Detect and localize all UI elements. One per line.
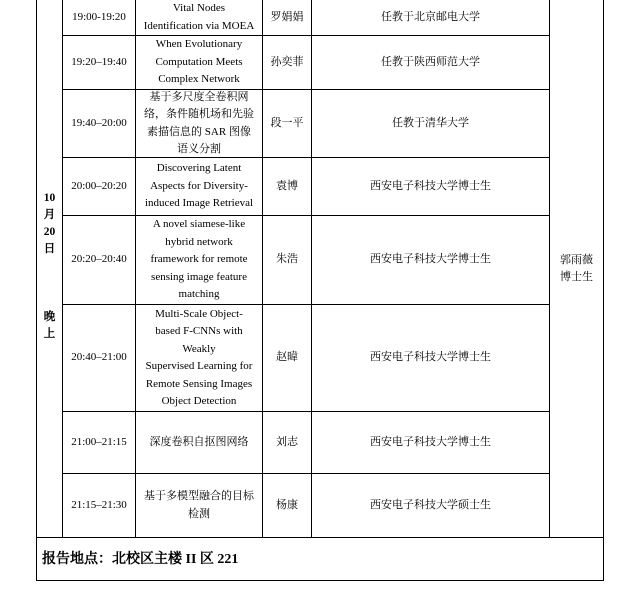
speaker-name: 杨康: [276, 498, 298, 511]
speaker-affiliation: 任教于北京邮电大学: [381, 10, 480, 23]
talk-title: Discovering Latent Aspects for Diversity- induced Image Retrieval: [144, 162, 254, 210]
table-right-border: [603, 0, 604, 581]
time-slot: 19:00-19:20: [72, 10, 126, 23]
speaker-affiliation: 任教于清华大学: [392, 116, 469, 129]
speaker-affiliation: 任教于陕西师范大学: [381, 55, 480, 68]
speaker-name: 朱浩: [276, 253, 298, 266]
speaker-affiliation: 西安电子科技大学博士生: [370, 253, 491, 266]
session-chair: 郭雨薇 博士生: [560, 253, 593, 283]
time-slot: 21:15–21:30: [71, 498, 127, 511]
talk-title: 基于多模型融合的目标 检测: [144, 490, 254, 520]
time-slot: 20:20–20:40: [71, 253, 127, 266]
talk-title: When Evolutionary Computation Meets Complex Network: [155, 38, 243, 86]
time-slot: 19:40–20:00: [71, 116, 127, 129]
talk-title: A novel siamese-like hybrid network framework for remote sensing image feature matching: [150, 218, 248, 301]
talk-title: 基于多尺度全卷积网 络，条件随机场和先验 素描信息的 SAR 图像 语义分割: [144, 90, 254, 155]
speaker-name: 刘志: [276, 435, 298, 448]
speaker-affiliation: 西安电子科技大学博士生: [370, 179, 491, 192]
time-slot: 20:40–21:00: [71, 351, 127, 364]
speaker-affiliation: 西安电子科技大学博士生: [370, 351, 491, 364]
speaker-affiliation: 西安电子科技大学硕士生: [370, 498, 491, 511]
speaker-name: 段一平: [270, 116, 304, 129]
speaker-affiliation: 西安电子科技大学博士生: [370, 435, 491, 448]
talk-title: 深度卷积自抠图网络: [149, 435, 249, 448]
speaker-name: 罗娟娟: [270, 10, 304, 23]
talk-title: Multi-Scale Object- based F-CNNs with Weakly Supervised Learning for Remote Sensing Images Object Detection: [145, 307, 253, 407]
speaker-name: 袁博: [276, 179, 298, 192]
report-location: 报告地点：北校区主楼 II 区 221: [42, 552, 239, 567]
speaker-name: 赵暐: [276, 351, 298, 364]
table-divider: [36, 537, 604, 538]
speaker-name: 孙奕菲: [270, 55, 304, 68]
table-bottom: [36, 580, 604, 581]
time-slot: 20:00–20:20: [71, 179, 127, 192]
session-date: 10 月 20 日 晚 上: [43, 191, 56, 340]
talk-title: Vital Nodes Identification via MOEA: [143, 2, 255, 32]
time-slot: 19:20–19:40: [71, 55, 127, 68]
time-slot: 21:00–21:15: [71, 435, 127, 448]
